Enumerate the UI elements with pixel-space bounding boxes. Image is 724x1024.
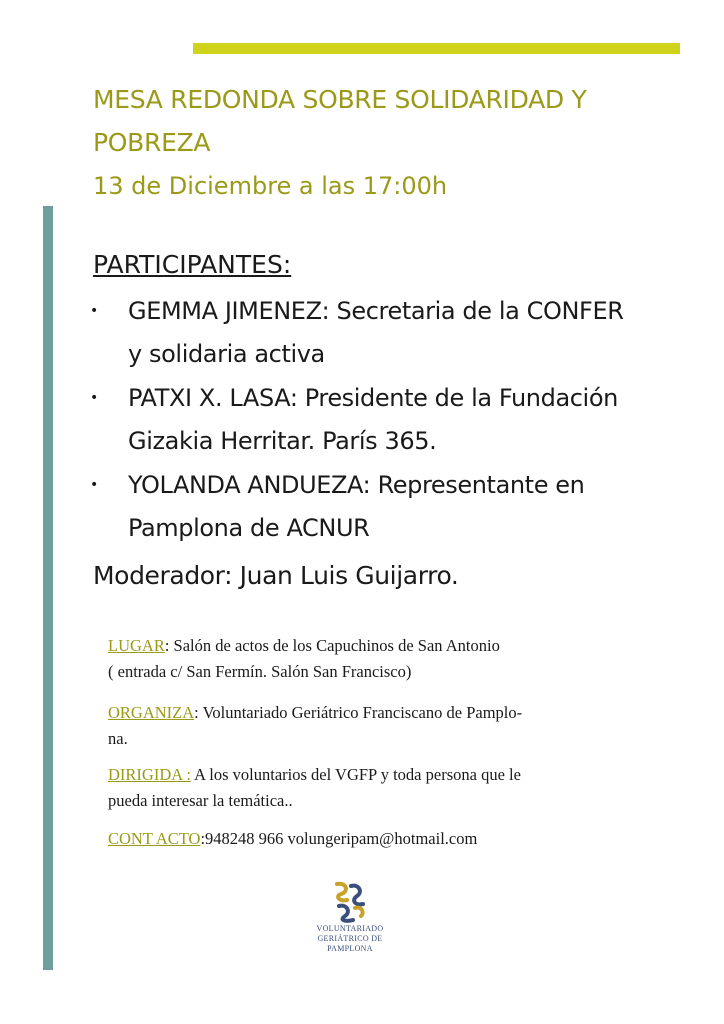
event-title-line2: POBREZA bbox=[93, 128, 211, 157]
vgfp-logo bbox=[290, 880, 410, 954]
list-item bbox=[90, 377, 690, 463]
participant-line: Pamplona de ACNUR bbox=[128, 514, 370, 542]
organiza-text: : Voluntariado Geriátrico Franciscano de Pamplo- bbox=[194, 703, 523, 722]
logo-text-2: GERIÁTRICO DE bbox=[317, 934, 383, 943]
logo-text-1: VOLUNTARIADO bbox=[316, 924, 384, 933]
info-contacto bbox=[108, 826, 648, 852]
participant-line: YOLANDA ANDUEZA: Representante en bbox=[128, 471, 585, 499]
participants-list bbox=[90, 290, 690, 551]
lugar-text-2: ( entrada c/ San Fermín. Salón San Francisco) bbox=[108, 662, 412, 681]
dirigida-text: A los voluntarios del VGFP y toda persona que le bbox=[190, 765, 521, 784]
organiza-text-2: na. bbox=[108, 729, 128, 748]
list-item bbox=[90, 464, 690, 550]
vgfp-logo-icon bbox=[329, 880, 371, 924]
info-dirigida bbox=[108, 762, 648, 814]
bullet-icon: • bbox=[90, 390, 98, 406]
participant-line: PATXI X. LASA: Presidente de la Fundación bbox=[128, 384, 618, 412]
list-item bbox=[90, 290, 690, 376]
dirigida-text-2: pueda interesar la temática.. bbox=[108, 791, 293, 810]
event-date: 13 de Diciembre a las 17:00h bbox=[93, 172, 448, 200]
bullet-icon: • bbox=[90, 303, 98, 319]
moderator: Moderador: Juan Luis Guijarro. bbox=[93, 561, 459, 590]
organiza-label: ORGANIZA bbox=[108, 703, 195, 722]
event-title-line1: MESA REDONDA SOBRE SOLIDARIDAD Y bbox=[93, 85, 587, 114]
info-organiza bbox=[108, 700, 648, 752]
bullet-icon: • bbox=[90, 477, 98, 493]
info-lugar bbox=[108, 633, 648, 685]
participant-line: Gizakia Herritar. París 365. bbox=[128, 427, 437, 455]
participant-line: GEMMA JIMENEZ: Secretaria de la CONFER bbox=[128, 297, 624, 325]
logo-text-3: PAMPLONA bbox=[327, 944, 373, 953]
contacto-label: CONT ACTO bbox=[108, 829, 201, 848]
lugar-label: LUGAR bbox=[108, 636, 165, 655]
side-accent-bar bbox=[43, 206, 53, 970]
event-title bbox=[93, 78, 653, 164]
contacto-text: :948248 966 volungeripam@hotmail.com bbox=[200, 829, 478, 848]
participant-line: y solidaria activa bbox=[128, 340, 325, 368]
lugar-text: : Salón de actos de los Capuchinos de San Antonio bbox=[164, 636, 500, 655]
participants-heading: PARTICIPANTES: bbox=[93, 250, 292, 279]
dirigida-label: DIRIGIDA : bbox=[108, 765, 191, 784]
top-accent-bar bbox=[193, 43, 680, 54]
